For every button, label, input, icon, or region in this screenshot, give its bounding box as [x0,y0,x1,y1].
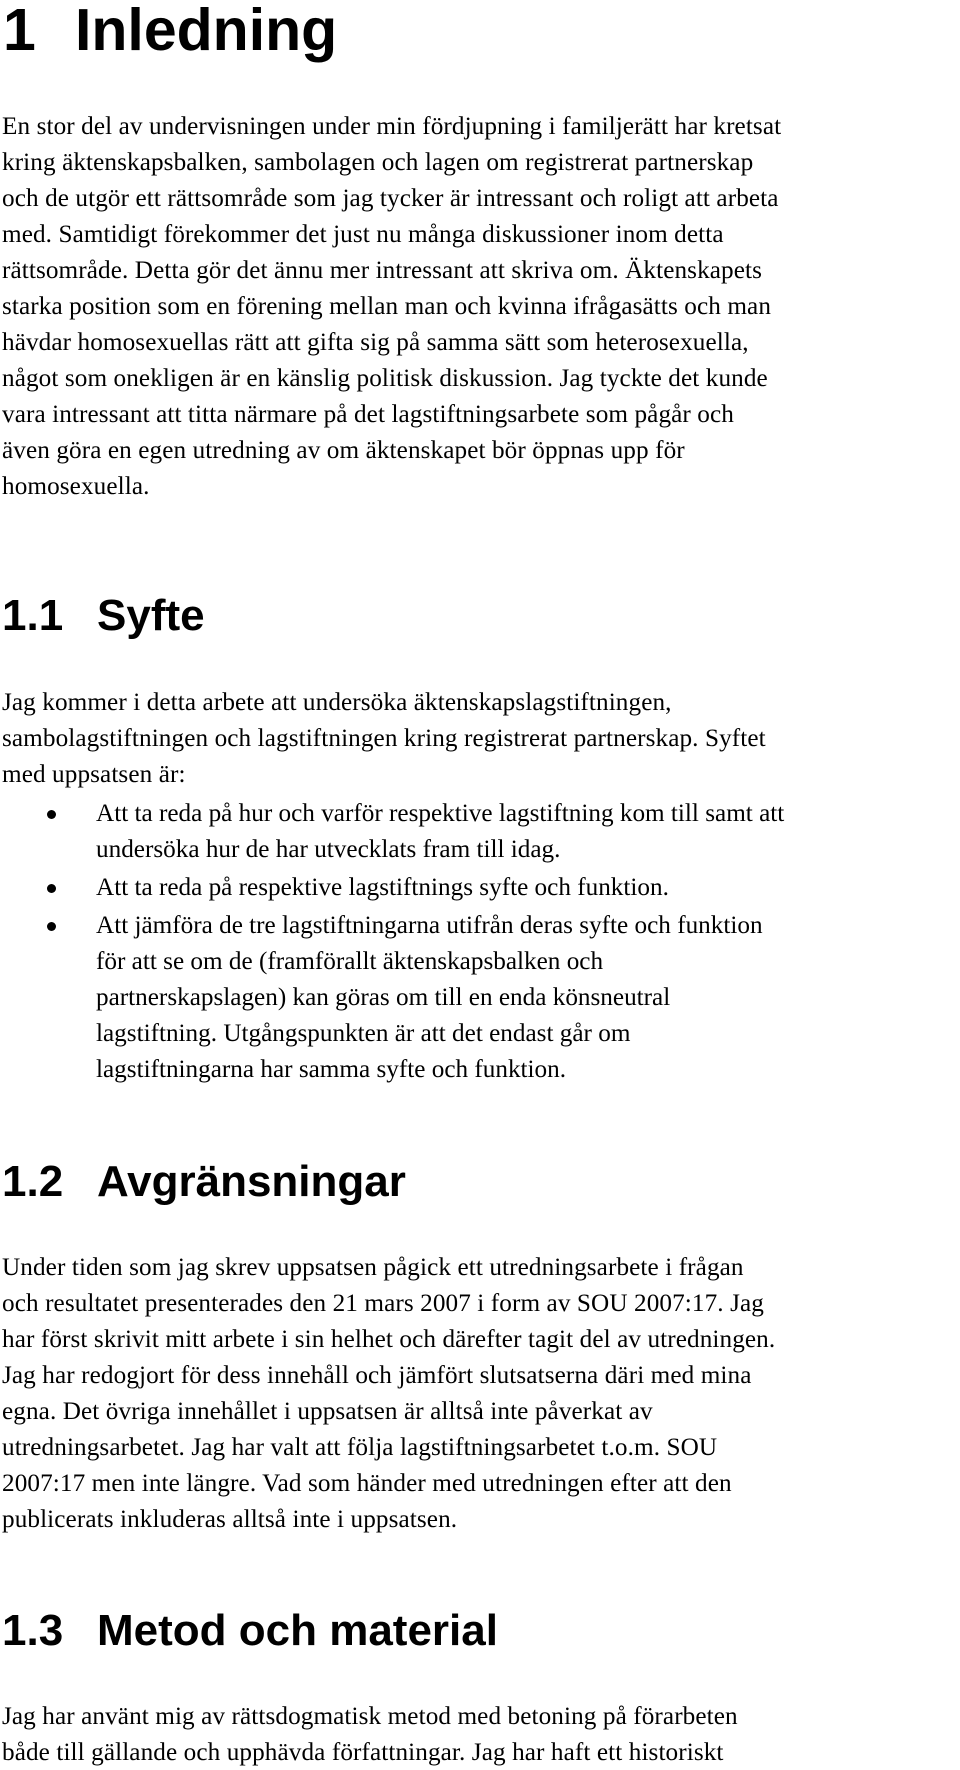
heading-avgransningar [2,1156,406,1208]
text-line: kring äktenskapsbalken, sambolagen och lagen om registrerat partnerskap [2,149,754,176]
text-line: med. Samtidigt förekommer det just nu många diskussioner inom detta [2,221,724,248]
text-line: och resultatet presenterades den 21 mars 2007 i form av SOU 2007:17. Jag [2,1290,764,1317]
paragraph-metod [2,1699,957,1770]
text-line: partnerskapslagen) kan göras om till en enda könsneutral [96,984,671,1011]
text-line: Att ta reda på respektive lagstiftnings syfte och funktion. [96,874,669,901]
heading-title: Syfte [97,591,205,640]
text-line: Att jämföra de tre lagstiftningarna utifrån deras syfte och funktion [96,912,763,939]
list-item [0,870,960,906]
purpose-list [0,796,960,1090]
text-line: har först skrivit mitt arbete i sin helhet och därefter tagit del av utredningen. [2,1326,776,1353]
paragraph-inledning [2,109,957,505]
list-item [0,908,960,1088]
text-line: homosexuella. [2,473,150,500]
paragraph-syfte [2,685,957,793]
text-line: En stor del av undervisningen under min fördjupning i familjerätt har kretsat [2,113,782,140]
heading-number: 1.3 [2,1606,64,1655]
text-line: 2007:17 men inte längre. Vad som händer med utredningen efter att den [2,1470,732,1497]
text-line: även göra en egen utredning av om äktenskapet bör öppnas upp för [2,437,685,464]
heading-title: Inledning [75,0,338,63]
text-line: för att se om de (framförallt äktenskapsbalken och [96,948,604,975]
text-line: sambolagstiftningen och lagstiftningen kring registrerat partnerskap. Syftet [2,725,766,752]
text-line: undersöka hur de har utvecklats fram till idag. [96,836,561,863]
paragraph-avgransningar [2,1250,957,1538]
text-line: rättsområde. Detta gör det ännu mer intressant att skriva om. Äktenskapets [2,257,763,284]
text-line: något som onekligen är en känslig politisk diskussion. Jag tyckte det kunde [2,365,768,392]
text-line: Jag har redogjort för dess innehåll och jämfört slutsatserna däri med mina [2,1362,752,1389]
text-line: Att ta reda på hur och varför respektive lagstiftning kom till samt att [96,800,785,827]
list-item [0,796,960,868]
text-line: publicerats inkluderas alltså inte i uppsatsen. [2,1506,458,1533]
heading-number: 1 [3,0,36,63]
text-line: både till gällande och upphävda författningar. Jag har haft ett historiskt [2,1739,724,1766]
text-line: lagstiftningarna har samma syfte och funktion. [96,1056,567,1083]
heading-number: 1.1 [2,591,64,640]
heading-number: 1.2 [2,1157,64,1206]
heading-title: Metod och material [97,1606,498,1655]
text-line: Jag har använt mig av rättsdogmatisk metod med betoning på förarbeten [2,1703,738,1730]
bullet-icon [47,922,56,931]
heading-syfte [2,590,205,642]
text-line: lagstiftning. Utgångspunkten är att det endast går om [96,1020,631,1047]
text-line: hävdar homosexuellas rätt att gifta sig på samma sätt som heterosexuella, [2,329,749,356]
text-line: Under tiden som jag skrev uppsatsen pågick ett utredningsarbete i frågan [2,1254,744,1281]
text-line: utredningsarbetet. Jag har valt att följa lagstiftningsarbetet t.o.m. SOU [2,1434,718,1461]
text-line: egna. Det övriga innehållet i uppsatsen är alltså inte påverkat av [2,1398,653,1425]
heading-title: Avgränsningar [97,1157,406,1206]
text-line: Jag kommer i detta arbete att undersöka äktenskapslagstiftningen, [2,689,672,716]
bullet-icon [47,810,56,819]
heading-metod-och-material [2,1605,498,1657]
text-line: vara intressant att titta närmare på det lagstiftningsarbete som pågår och [2,401,734,428]
text-line: med uppsatsen är: [2,761,186,788]
text-line: och de utgör ett rättsområde som jag tycker är intressant och roligt att arbeta [2,185,779,212]
heading-inledning [3,0,337,62]
bullet-icon [47,884,56,893]
text-line: starka position som en förening mellan man och kvinna ifrågasätts och man [2,293,772,320]
